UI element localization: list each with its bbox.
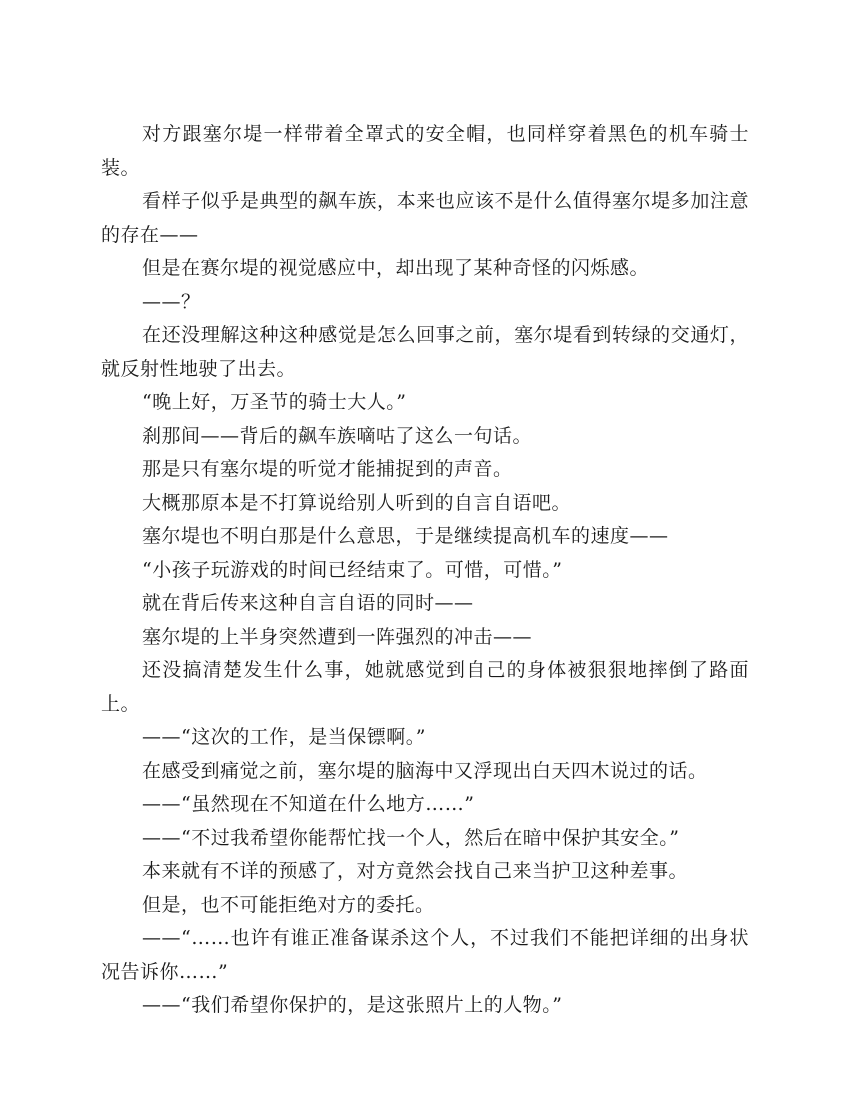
paragraph: 看样子似乎是典型的飙车族，本来也应该不是什么值得塞尔堤多加注意的存在——: [101, 190, 749, 246]
paragraph: 塞尔堤也不明白那是什么意思，于是继续提高机车的速度——: [142, 525, 669, 547]
paragraph: ——“不过我希望你能帮忙找一个人，然后在暗中保护其安全。”: [142, 826, 680, 849]
paragraph: ——“我们希望你保护的，是这张照片上的人物。”: [142, 994, 563, 1016]
paragraph: “小孩子玩游戏的时间已经结束了。可惜，可惜。”: [142, 558, 563, 581]
paragraph: 刹那间——背后的飙车族嘀咕了这么一句话。: [142, 424, 533, 447]
document-page: [101, 118, 749, 1023]
paragraph: 但是在赛尔堤的视觉感应中，却出现了某种奇怪的闪烁感。: [142, 257, 650, 279]
paragraph: 对方跟塞尔堤一样带着全罩式的安全帽，也同样穿着黑色的机车骑士装。: [101, 123, 749, 179]
paragraph: 就在背后传来这种自言自语的同时——: [142, 592, 474, 614]
paragraph: 本来就有不详的预感了，对方竟然会找自己来当护卫这种差事。: [142, 860, 689, 882]
paragraph: 在感受到痛觉之前，塞尔堤的脑海中又浮现出白天四木说过的话。: [142, 759, 708, 782]
paragraph: 还没搞清楚发生什么事，她就感觉到自己的身体被狠狠地摔倒了路面上。: [101, 659, 749, 715]
paragraph: “晚上好，万圣节的骑士大人。”: [142, 391, 407, 413]
paragraph: 但是，也不可能拒绝对方的委托。: [142, 893, 435, 916]
paragraph: ——？: [142, 290, 201, 313]
paragraph: 塞尔堤的上半身突然遭到一阵强烈的冲击——: [142, 625, 533, 648]
paragraph: ——“……也许有谁正准备谋杀这个人，不过我们不能把详细的出身状况告诉你……”: [101, 927, 749, 983]
paragraph: ——“虽然现在不知道在什么地方……”: [142, 793, 475, 815]
paragraph: 那是只有塞尔堤的听觉才能捕捉到的声音。: [142, 458, 513, 480]
paragraph: 在还没理解这种这种感觉是怎么回事之前，塞尔堤看到转绿的交通灯，就反射性地驶了出去。: [101, 324, 749, 380]
paragraph: ——“这次的工作，是当保镖啊。”: [142, 726, 426, 748]
paragraph: 大概那原本是不打算说给别人听到的自言自语吧。: [142, 491, 572, 514]
